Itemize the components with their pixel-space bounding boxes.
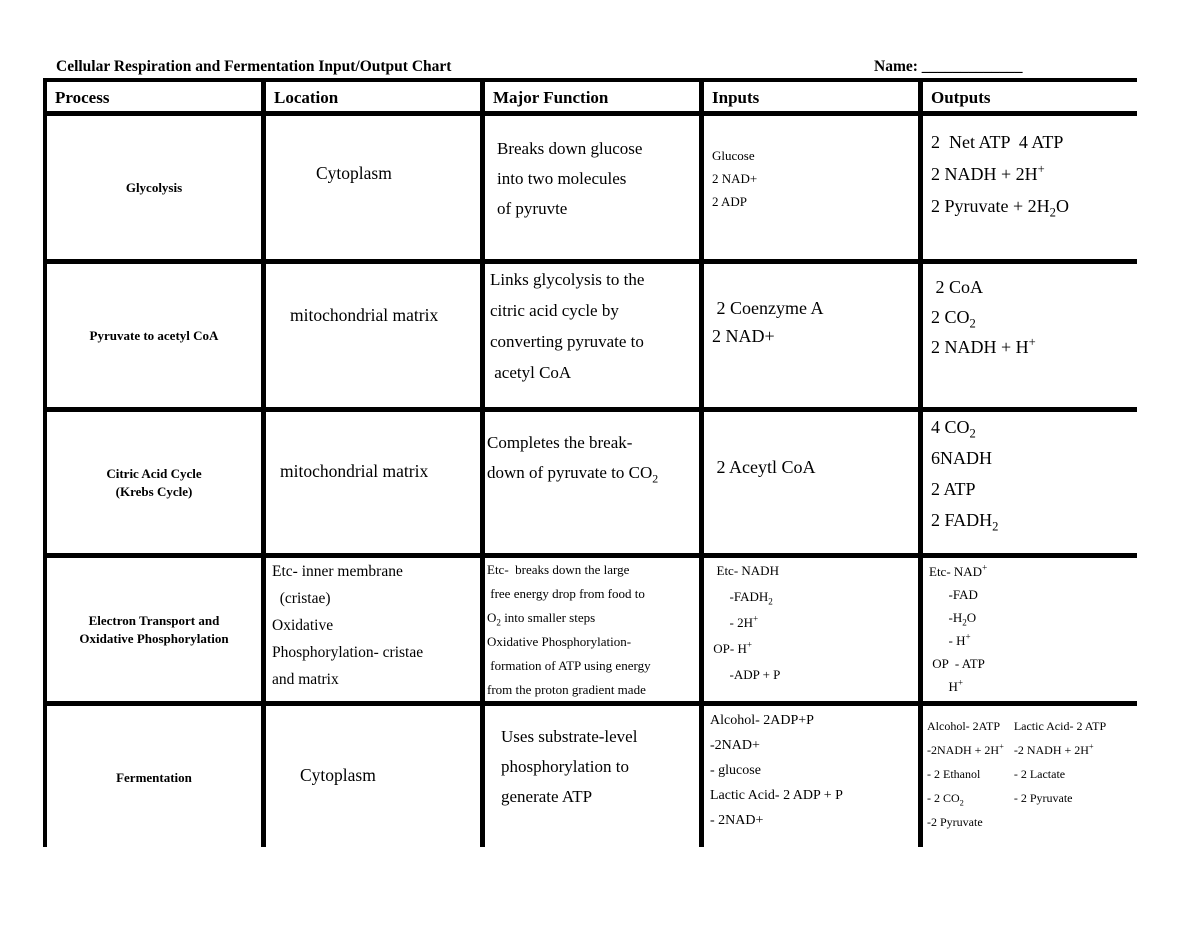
cell-line	[929, 606, 1137, 629]
function-cell	[485, 706, 699, 849]
process-cell	[47, 558, 261, 701]
cell-line	[712, 144, 918, 167]
line-text: - 2 Lactate	[1013, 767, 1066, 781]
line-text: - H	[929, 633, 966, 648]
inputs-cell	[704, 412, 918, 553]
line-text: Lactic Acid- 2 ADP + P	[710, 788, 843, 803]
line-text: Etc- NADH	[710, 563, 779, 578]
process-cell	[47, 116, 261, 259]
outputs-cell	[923, 706, 1137, 849]
input-output-table	[43, 78, 1137, 847]
header-major-function: Major Function	[485, 82, 699, 111]
cell-line	[710, 758, 918, 783]
line-text: formation of ATP using energy	[487, 658, 651, 673]
cell-line: Fermentation	[116, 769, 192, 785]
cell-line	[929, 675, 1137, 698]
function-cell	[485, 558, 699, 701]
cell-line	[712, 322, 918, 350]
line-text: 2 CO	[931, 307, 970, 327]
line-text: 2 Coenzyme A	[712, 298, 824, 318]
line-text: Uses substrate-level	[501, 727, 638, 746]
line-text: Glucose	[712, 148, 755, 163]
line-text: -2NADH + 2H	[927, 743, 1000, 757]
subscript-text: 2	[962, 617, 967, 628]
cell-line	[929, 583, 1137, 606]
line-text: - glucose	[710, 763, 761, 778]
line-text: 2 Aceytl CoA	[712, 457, 816, 477]
cell-line: Pyruvate to acetyl CoA	[89, 327, 219, 343]
inputs-cell	[704, 558, 918, 701]
cell-line	[710, 783, 918, 808]
line-text: 6NADH	[931, 448, 992, 468]
chart-title: Cellular Respiration and Fermentation Input/Output Chart	[56, 58, 452, 75]
line-text: of pyruvte	[497, 199, 568, 218]
cell-line	[501, 722, 699, 752]
cell-line	[927, 810, 1004, 834]
location-cell	[266, 412, 480, 553]
line-text: into two molecules	[497, 169, 627, 188]
cell-line	[497, 164, 699, 194]
line-text: - 2 Pyruvate	[1013, 791, 1073, 805]
line-text: free energy drop from food to	[487, 586, 645, 601]
cell-line	[710, 610, 918, 636]
outputs-cell	[923, 558, 1137, 701]
cell-line	[931, 332, 1137, 362]
cell-line: Glycolysis	[125, 179, 183, 195]
line-text: 2 FADH	[931, 510, 993, 530]
line-text: 2 ADP	[712, 194, 748, 209]
supscript-text: +	[1028, 335, 1036, 349]
alcohol-fermentation-outputs	[927, 714, 1004, 849]
cell-line	[929, 629, 1137, 652]
cell-line	[931, 302, 1137, 332]
line-text: H	[929, 679, 958, 694]
line-text: citric acid cycle by	[490, 301, 619, 320]
line-text: -FADH	[710, 589, 769, 604]
process-cell	[47, 706, 261, 849]
cell-line	[931, 412, 1137, 443]
cell-line: Electron Transport and	[88, 612, 220, 628]
line-text: Alcohol- 2ADP+P	[710, 713, 814, 728]
cell-line	[710, 584, 918, 610]
line-text: 2 Net ATP 4 ATP	[931, 132, 1064, 152]
cell-line	[490, 264, 699, 295]
line-text: converting pyruvate to	[490, 332, 644, 351]
header-inputs: Inputs	[704, 82, 918, 111]
line-text: from the proton gradient made	[487, 682, 646, 697]
cell-line	[487, 558, 699, 582]
line-text: 2 NADH + 2H	[931, 164, 1038, 184]
line-text: 2 ATP	[931, 479, 976, 499]
cell-line	[712, 167, 918, 190]
subscript-text: 2	[496, 617, 501, 628]
line-text: Completes the break-	[487, 433, 633, 452]
process-cell	[47, 264, 261, 407]
cell-line	[490, 357, 699, 388]
cell-line: (Krebs Cycle)	[115, 483, 193, 499]
subscript-text: 2	[959, 798, 964, 808]
line-text: Etc- NAD	[929, 564, 983, 579]
cell-line	[490, 295, 699, 326]
cell-line	[487, 582, 699, 606]
header-outputs: Outputs	[923, 82, 1137, 111]
line-text: phosphorylation to	[501, 757, 629, 776]
location-cell	[266, 706, 480, 849]
cell-line	[501, 752, 699, 782]
outputs-cell	[923, 264, 1137, 407]
line-text: - 2 CO	[927, 791, 960, 805]
line-text: O	[966, 610, 977, 625]
cell-line	[1014, 714, 1106, 738]
cell-line	[487, 630, 699, 654]
line-text: -2 Pyruvate	[927, 815, 983, 829]
cell-line	[931, 158, 1137, 190]
cell-line: Oxidative	[272, 617, 334, 634]
subscript-text: 2	[652, 471, 659, 486]
function-cell	[485, 116, 699, 259]
cell-line	[487, 606, 699, 630]
cell-line: and matrix	[272, 671, 339, 688]
header-process: Process	[47, 82, 261, 111]
name-field[interactable]: Name: _____________	[874, 58, 1023, 75]
cell-line	[710, 662, 918, 688]
line-text: into smaller steps	[500, 610, 596, 625]
cell-line: Oxidative Phosphorylation	[79, 630, 229, 646]
line-text: 4 CO	[931, 417, 970, 437]
cell-line	[1014, 762, 1106, 786]
supscript-text: +	[957, 677, 964, 688]
outputs-cell	[923, 412, 1137, 553]
cell-line	[487, 428, 699, 458]
cell-line	[927, 786, 1004, 810]
cell-line	[710, 636, 918, 662]
location-cell	[266, 116, 480, 259]
function-cell	[485, 264, 699, 407]
cell-line	[710, 558, 918, 584]
line-text: 2 NADH + H	[931, 337, 1029, 357]
line-text: Links glycolysis to the	[490, 270, 645, 289]
supscript-text: +	[965, 631, 971, 642]
cell-line	[712, 452, 918, 482]
cell-line	[487, 458, 699, 488]
cell-line	[710, 733, 918, 758]
line-text: down of pyruvate to CO	[487, 463, 653, 482]
line-text: O	[487, 610, 497, 625]
line-text: -H	[929, 610, 963, 625]
line-text: 2 NAD+	[712, 326, 775, 346]
line-text: - 2H	[710, 615, 753, 630]
cell-line	[931, 443, 1137, 474]
cell-line: Citric Acid Cycle	[106, 465, 202, 481]
cell-line	[710, 708, 918, 733]
line-text: -2 NADH + 2H	[1013, 743, 1089, 757]
cell-line	[929, 652, 1137, 675]
subscript-text: 2	[1049, 205, 1056, 220]
supscript-text: +	[746, 639, 752, 650]
cell-line	[501, 782, 699, 812]
line-text: O	[1055, 196, 1069, 216]
cell-line: mitochondrial matrix	[290, 305, 439, 325]
line-text: 2 CoA	[931, 277, 984, 297]
cell-line	[931, 126, 1137, 158]
cell-line	[487, 678, 699, 702]
line-text: Alcohol- 2ATP	[927, 719, 1000, 733]
cell-line	[927, 762, 1004, 786]
line-text: -FAD	[929, 587, 978, 602]
cell-line	[1014, 786, 1106, 810]
supscript-text: +	[1088, 742, 1094, 751]
cell-line	[931, 505, 1137, 536]
function-cell	[485, 412, 699, 553]
outputs-cell	[923, 116, 1137, 259]
line-text: - 2 Ethanol	[927, 767, 981, 781]
lactic-acid-fermentation-outputs	[1014, 714, 1106, 849]
line-text: generate ATP	[501, 787, 593, 806]
cell-line	[931, 190, 1137, 222]
cell-line: Cytoplasm	[316, 163, 392, 183]
inputs-cell	[704, 706, 918, 849]
line-text: 2 Pyruvate + 2H	[931, 196, 1050, 216]
line-text: Lactic Acid- 2 ATP	[1013, 719, 1107, 733]
cell-line: Phosphorylation- cristae	[272, 644, 424, 661]
line-text: Oxidative Phosphorylation-	[487, 634, 632, 649]
supscript-text: +	[982, 562, 988, 573]
line-text: - 2NAD+	[710, 813, 764, 828]
line-text: Breaks down glucose	[497, 139, 643, 158]
location-cell	[266, 264, 480, 407]
subscript-text: 2	[992, 519, 999, 534]
line-text: acetyl CoA	[490, 363, 572, 382]
cell-line: Etc- inner membrane	[272, 563, 403, 580]
cell-line	[712, 190, 918, 213]
cell-line	[931, 474, 1137, 505]
cell-line	[931, 272, 1137, 302]
location-cell	[266, 558, 480, 701]
header-location: Location	[266, 82, 480, 111]
process-cell	[47, 412, 261, 553]
cell-line	[497, 194, 699, 224]
line-text: -2NAD+	[710, 738, 760, 753]
cell-line	[1014, 738, 1106, 762]
cell-line	[712, 294, 918, 322]
supscript-text: +	[752, 613, 759, 624]
line-text: OP- H	[710, 641, 747, 656]
line-text: Etc- breaks down the large	[487, 562, 630, 577]
line-text: OP - ATP	[929, 656, 985, 671]
cell-line	[497, 134, 699, 164]
subscript-text: 2	[969, 426, 976, 441]
cell-line: Cytoplasm	[300, 765, 376, 785]
cell-line	[487, 654, 699, 678]
line-text: 2 NAD+	[712, 171, 758, 186]
cell-line	[710, 808, 918, 833]
supscript-text: +	[999, 742, 1004, 751]
subscript-text: 2	[768, 596, 773, 607]
cell-line: (cristae)	[272, 590, 331, 607]
cell-line	[490, 326, 699, 357]
line-text: -ADP + P	[710, 667, 781, 682]
supscript-text: +	[1037, 162, 1045, 176]
subscript-text: 2	[969, 316, 976, 331]
cell-line	[929, 560, 1137, 583]
cell-line	[927, 738, 1004, 762]
inputs-cell	[704, 116, 918, 259]
inputs-cell	[704, 264, 918, 407]
cell-line	[927, 714, 1004, 738]
cell-line: mitochondrial matrix	[280, 461, 429, 481]
